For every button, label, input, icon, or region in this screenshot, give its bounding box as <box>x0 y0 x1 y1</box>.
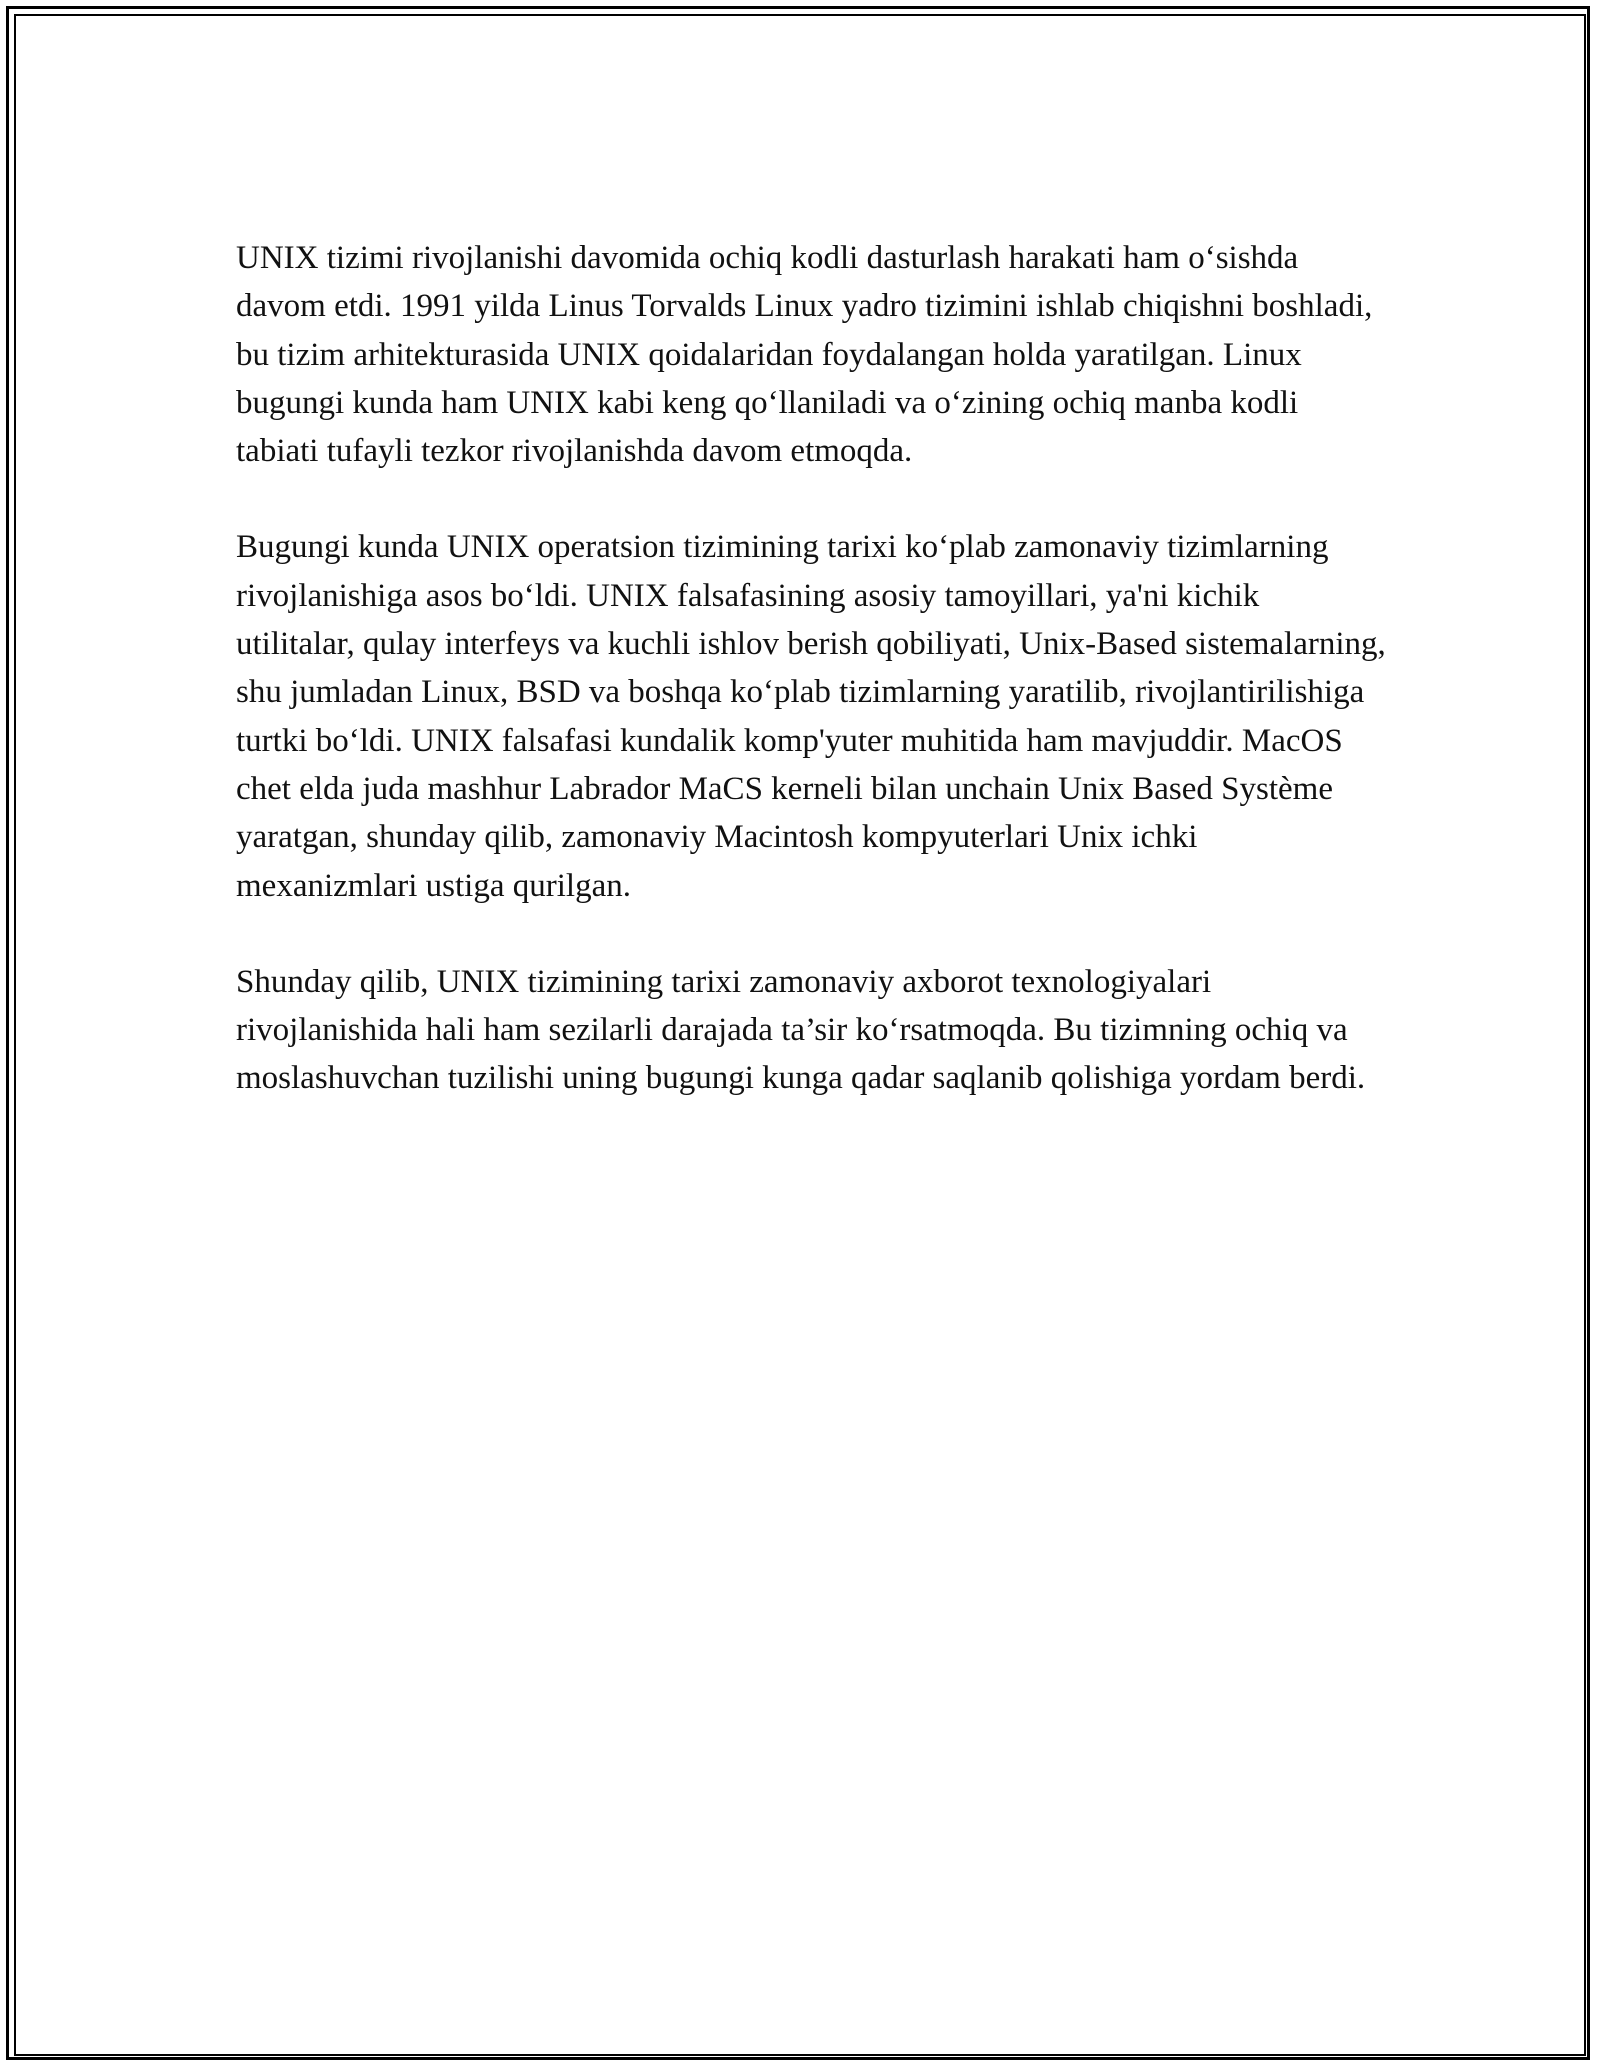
document-body <box>236 234 1386 1151</box>
paragraph-linux-history: UNIX tizimi rivojlanishi davomida ochiq kodli dasturlash harakati ham o‘sishda davom etdi. 1991 yilda Linus Torvalds Linux yadro tizimini ishlab chiqishni boshladi, bu tizim arhitekturasida UNIX qoidalaridan foydalangan holda yaratilgan. Linux bugungi kunda ham UNIX kabi keng qo‘llaniladi va o‘zining ochiq manba kodli tabiati tufayli tezkor rivojlanishda davom etmoqda. <box>236 240 1373 470</box>
paragraph-unix-legacy: Bugungi kunda UNIX operatsion tizimining tarixi ko‘plab zamonaviy tizimlarning rivojlanishiga asos bo‘ldi. UNIX falsafasining asosiy tamoyillari, ya'ni kichik utilitalar, qulay interfeys va kuchli ishlov berish qobiliyati, Unix-Based sistemalarning, shu jumladan Linux, BSD va boshqa ko‘plab tizimlarning yaratilib, rivojlantirilishiga turtki bo‘ldi. UNIX falsafasi kundalik komp'yuter muhitida ham mavjuddir. MacOS chet elda juda mashhur Labrador MaCS kerneli bilan unchain Unix Based Système yaratgan, shunday qilib, zamonaviy Macintosh kompyuterlari Unix ichki mexanizmlari ustiga qurilgan. <box>236 529 1386 904</box>
paragraph-conclusion: Shunday qilib, UNIX tizimining tarixi zamonaviy axborot texnologiyalari rivojlanishida hali ham sezilarli darajada ta’sir ko‘rsatmoqda. Bu tizimning ochiq va moslashuvchan tuzilishi uning bugungi kunga qadar saqlanib qolishiga yordam berdi. <box>236 963 1366 1097</box>
